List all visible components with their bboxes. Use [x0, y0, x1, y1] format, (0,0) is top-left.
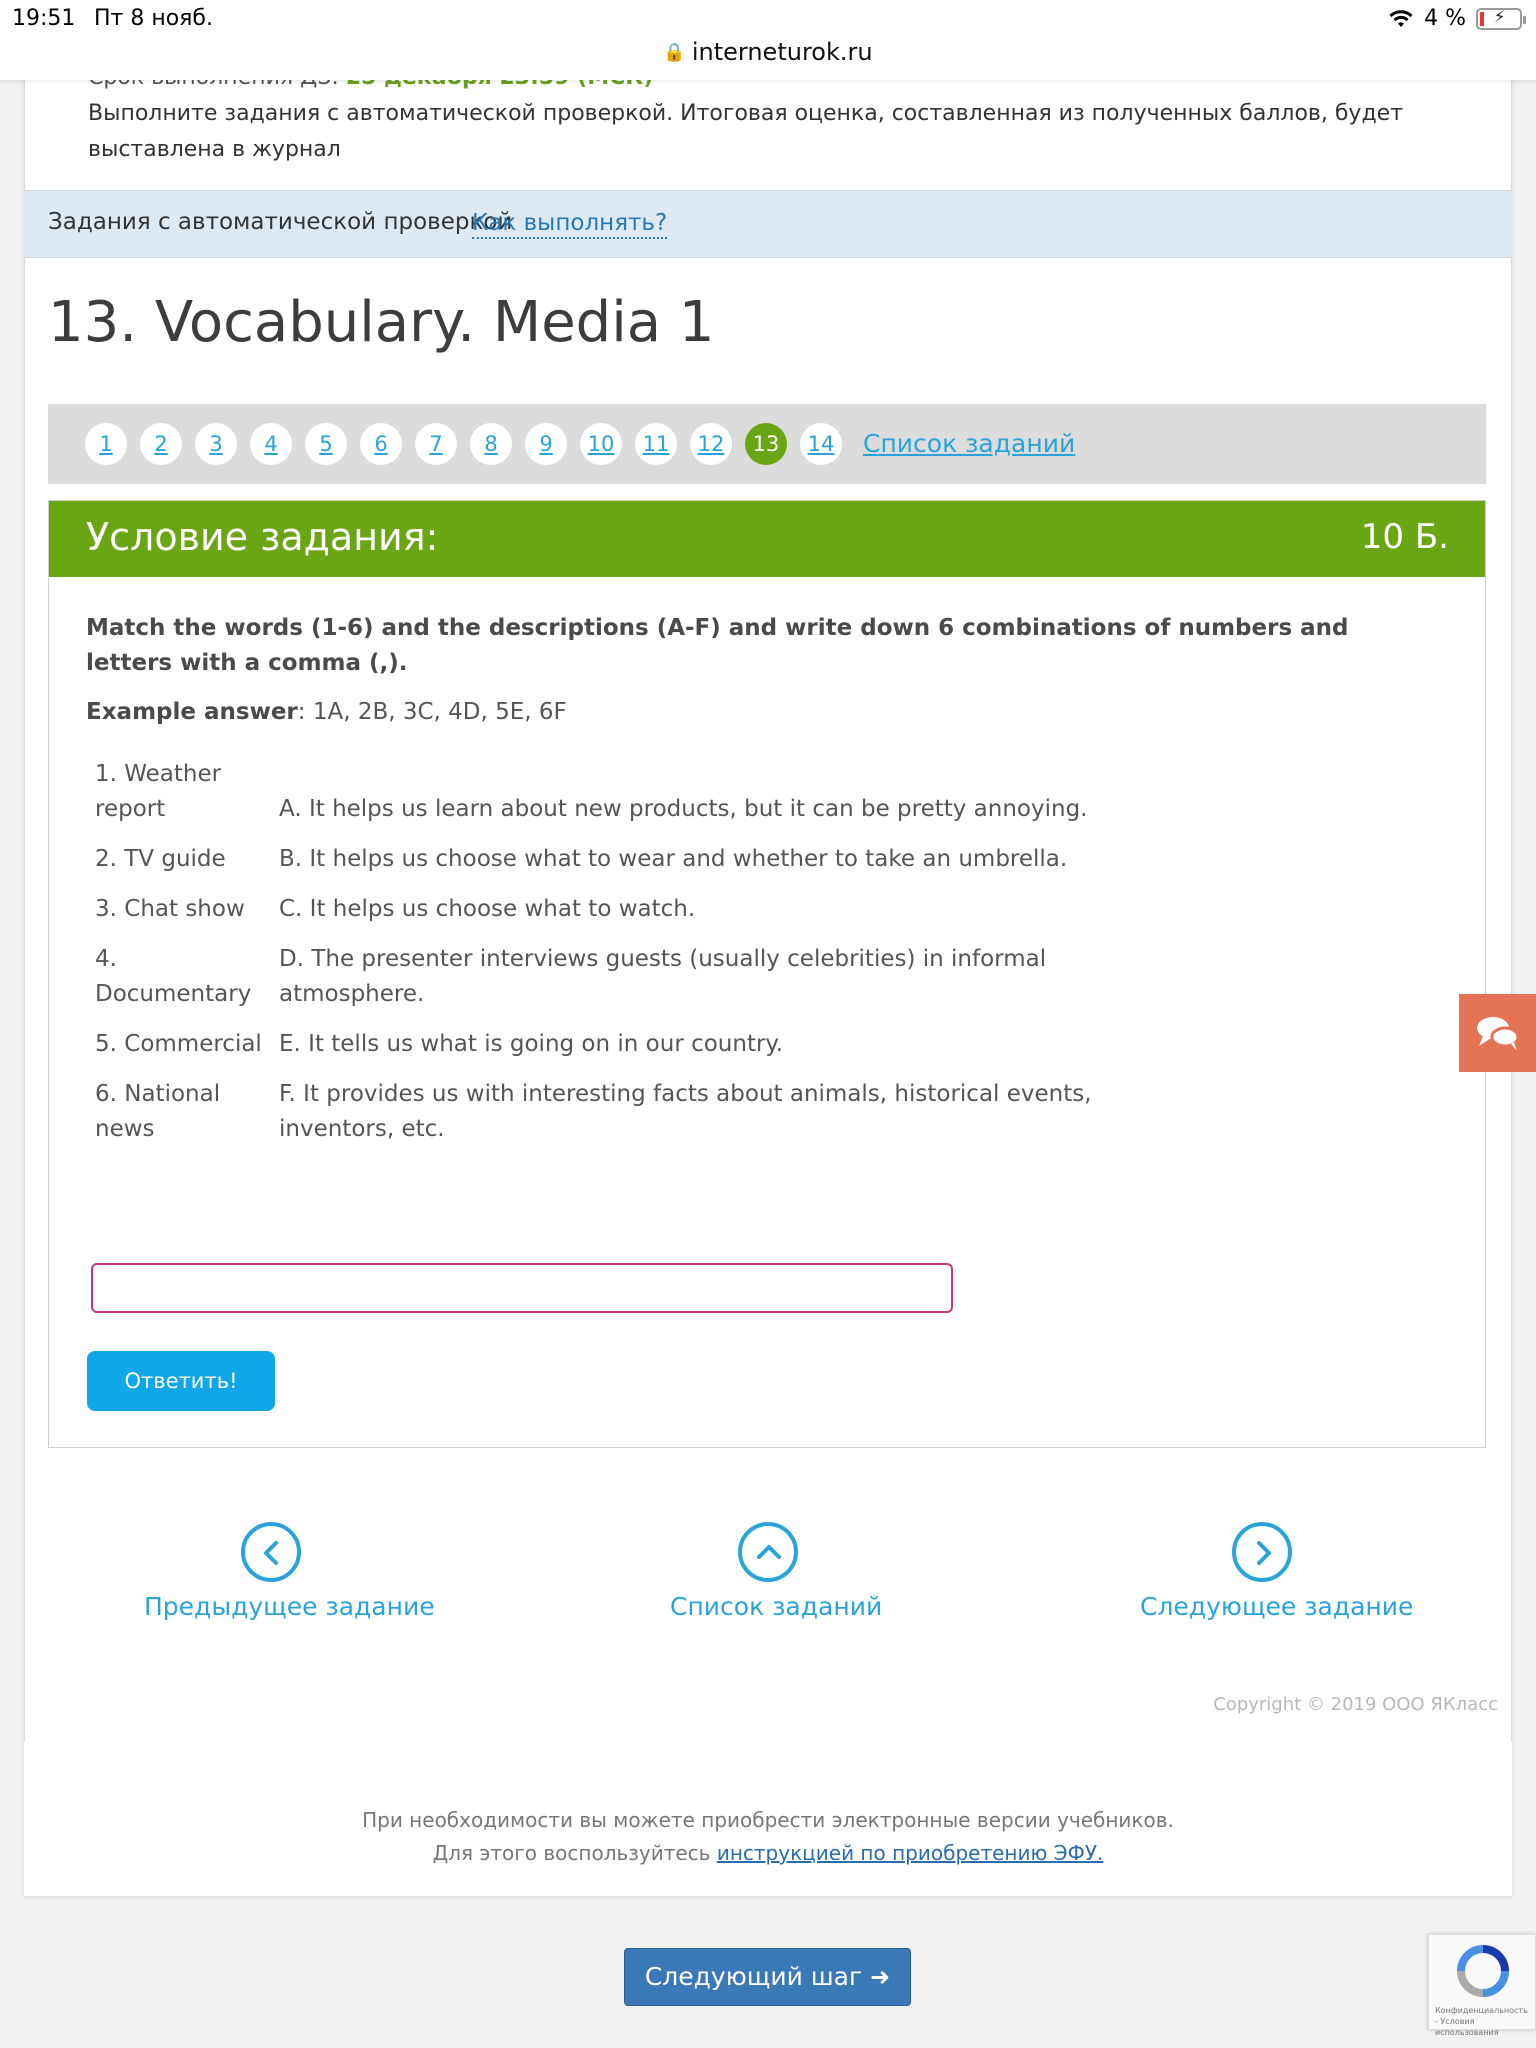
- arrow-right-icon: ➜: [870, 1963, 891, 1991]
- status-bar: [0, 0, 1536, 38]
- pager-item-13-active[interactable]: 13: [745, 423, 787, 465]
- pager-item-11[interactable]: 11: [635, 423, 677, 465]
- task-list-label[interactable]: Список заданий: [670, 1592, 883, 1621]
- page-title: 13. Vocabulary. Media 1: [48, 290, 715, 355]
- prev-task-label[interactable]: Предыдущее задание: [144, 1592, 435, 1621]
- chat-icon: [1459, 994, 1536, 1072]
- chat-tab[interactable]: [1459, 994, 1536, 1072]
- task-pager: [48, 404, 1486, 484]
- pager-item-10[interactable]: 10: [580, 423, 622, 465]
- example-answer: [86, 699, 567, 725]
- wifi-icon: [1388, 9, 1414, 29]
- example-value: : 1A, 2B, 3C, 4D, 5E, 6F: [297, 699, 567, 725]
- footer-line-2-prefix: Для этого воспользуйтесь: [432, 1841, 717, 1865]
- condition-header: [49, 501, 1485, 577]
- next-step-label: Следующий шаг: [644, 1962, 863, 1991]
- description-item: C. It helps us choose what to watch.: [279, 896, 696, 922]
- url-bar[interactable]: [0, 38, 1536, 80]
- description-item: E. It tells us what is going on in our country.: [279, 1031, 784, 1057]
- word-item: 3. Chat show: [95, 896, 245, 922]
- description-item: F. It provides us with interesting facts about animals, historical events, inventors, etc.: [279, 1081, 1092, 1142]
- matching-row: [95, 942, 1099, 1012]
- homework-instructions: Выполните задания с автоматической проверкой. Итоговая оценка, составленная из полученных баллов, будет выставлена в журнал: [88, 101, 1404, 162]
- battery-icon: ⚡: [1476, 8, 1522, 30]
- task-type-strip: [24, 190, 1512, 258]
- lock-icon: 🔒: [663, 42, 686, 63]
- pager-item-2[interactable]: 2: [140, 423, 182, 465]
- status-time: 19:51: [12, 6, 76, 31]
- matching-row: [95, 842, 1099, 877]
- condition-box: [48, 500, 1486, 1448]
- prev-task-nav[interactable]: [144, 1522, 435, 1621]
- chevron-up-icon[interactable]: [738, 1522, 798, 1582]
- pager-item-4[interactable]: 4: [250, 423, 292, 465]
- matching-row: [95, 1077, 1099, 1147]
- matching-row: [95, 757, 1099, 827]
- pager-item-8[interactable]: 8: [470, 423, 512, 465]
- matching-row: [95, 1027, 1099, 1062]
- how-to-link[interactable]: Как выполнять?: [472, 209, 667, 239]
- status-right: [1388, 6, 1522, 31]
- word-item: 5. Commercial: [95, 1031, 262, 1057]
- condition-points: 10 Б.: [1360, 517, 1449, 557]
- pager-item-6[interactable]: 6: [360, 423, 402, 465]
- word-item: 4. Documentary: [95, 946, 252, 1007]
- chevron-left-icon[interactable]: [241, 1522, 301, 1582]
- footer-band: [24, 1742, 1512, 1896]
- recaptcha-terms: Конфиденциальность - Условия использования: [1435, 2006, 1528, 2037]
- condition-title: Условие задания:: [86, 515, 439, 559]
- recaptcha-badge[interactable]: [1428, 1934, 1536, 2037]
- description-item: A. It helps us learn about new products, but it can be pretty annoying.: [279, 796, 1088, 822]
- copyright: Copyright © 2019 ООО ЯКласс: [1213, 1694, 1498, 1715]
- next-task-nav[interactable]: [1140, 1522, 1414, 1621]
- pager-item-1[interactable]: 1: [85, 423, 127, 465]
- description-item: B. It helps us choose what to wear and whether to take an umbrella.: [279, 846, 1068, 872]
- status-date: Пт 8 нояб.: [94, 6, 213, 31]
- efu-instruction-link[interactable]: инструкцией по приобретению ЭФУ.: [716, 1841, 1104, 1865]
- matching-table: [95, 757, 1099, 1162]
- pager-item-3[interactable]: 3: [195, 423, 237, 465]
- pager-item-9[interactable]: 9: [525, 423, 567, 465]
- recaptcha-icon: [1429, 1935, 1536, 2005]
- pager-item-7[interactable]: 7: [415, 423, 457, 465]
- chevron-right-icon[interactable]: [1232, 1522, 1292, 1582]
- matching-row: [95, 892, 1099, 927]
- word-item: 6. National news: [95, 1081, 221, 1142]
- url-text: interneturok.ru: [691, 38, 873, 66]
- next-task-label[interactable]: Следующее задание: [1140, 1592, 1414, 1621]
- task-list-link[interactable]: Список заданий: [863, 429, 1076, 458]
- task-instruction: Match the words (1-6) and the descriptions (A-F) and write down 6 combinations of numbers and letters with a comma (,).: [86, 615, 1349, 676]
- footer-text: [24, 1804, 1512, 1870]
- pager-item-14[interactable]: 14: [800, 423, 842, 465]
- footer-line-1: При необходимости вы можете приобрести электронные версии учебников.: [362, 1808, 1174, 1832]
- example-label: Example answer: [86, 699, 298, 725]
- pager-item-12[interactable]: 12: [690, 423, 732, 465]
- task-list-nav[interactable]: [670, 1522, 883, 1621]
- task-type-label: Задания с автоматической проверкой: [48, 209, 513, 235]
- pager-item-5[interactable]: 5: [305, 423, 347, 465]
- word-item: 1. Weather report: [95, 761, 222, 822]
- word-item: 2. TV guide: [95, 846, 226, 872]
- battery-percent: 4 %: [1424, 6, 1466, 31]
- description-item: D. The presenter interviews guests (usually celebrities) in informal atmosphere.: [279, 946, 1047, 1007]
- submit-answer-button[interactable]: Ответить!: [87, 1351, 275, 1411]
- answer-input[interactable]: [91, 1263, 953, 1313]
- footer-line-2: [24, 1837, 1512, 1870]
- next-step-button[interactable]: [624, 1948, 911, 2006]
